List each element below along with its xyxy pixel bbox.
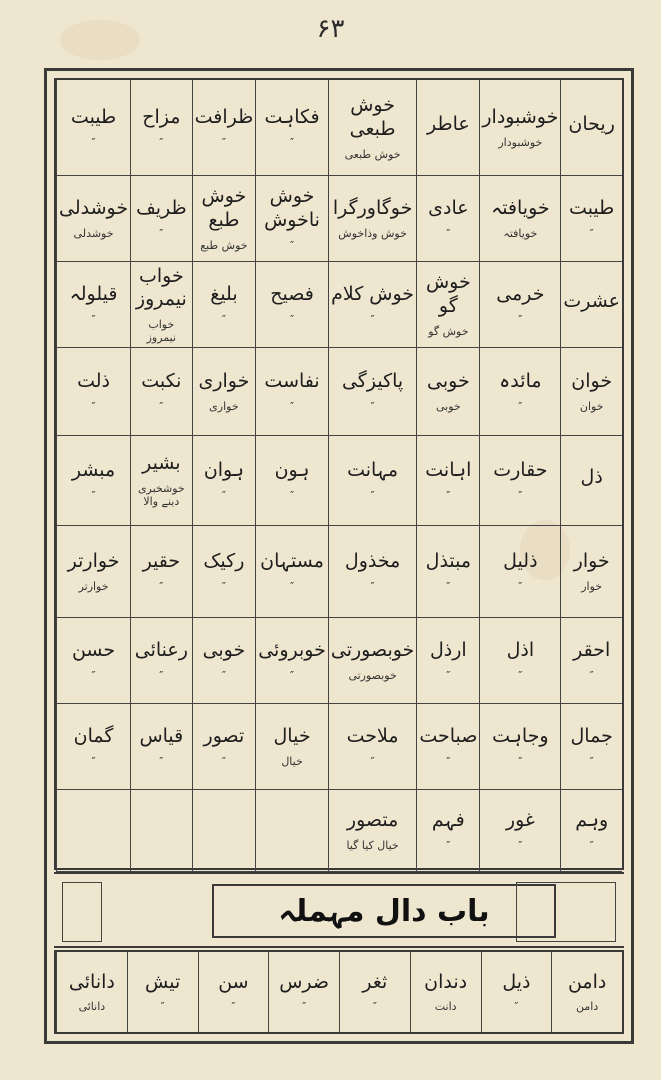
table-cell — [339, 952, 410, 1032]
cell-word: متصور — [346, 809, 399, 832]
table-cell — [255, 618, 328, 704]
table-cell — [416, 262, 479, 348]
cell-word: حقیر — [142, 550, 181, 573]
cell-word: مبشر — [71, 459, 116, 482]
table-cell — [130, 176, 192, 262]
cell-gloss: ″ — [589, 754, 594, 768]
table-cell — [328, 790, 416, 872]
table-cell — [255, 790, 328, 872]
cell-word: فکاہت — [264, 106, 320, 129]
table-cell — [130, 526, 192, 618]
cell-gloss: ″ — [446, 754, 451, 768]
cell-gloss: ″ — [518, 754, 523, 768]
cell-gloss: ″ — [289, 668, 295, 682]
cell-gloss: ″ — [289, 488, 295, 502]
cell-word: دامن — [567, 970, 607, 993]
table-cell — [328, 80, 416, 176]
cell-word: ثغر — [362, 970, 388, 993]
cell-word: خوشدلی — [59, 197, 129, 220]
band-box-left — [62, 882, 102, 942]
table-cell — [192, 262, 256, 348]
cell-gloss: خوان — [579, 399, 604, 413]
table-cell — [56, 704, 130, 790]
cell-gloss: ″ — [91, 754, 96, 768]
cell-word: خوشبودار — [482, 106, 559, 129]
table-cell — [560, 436, 622, 526]
cell-word: احقر — [573, 639, 611, 662]
cell-word: جمال — [570, 725, 613, 748]
cell-gloss: ″ — [289, 579, 295, 593]
cell-gloss: ″ — [159, 226, 164, 240]
table-cell — [416, 176, 479, 262]
cell-gloss: ″ — [370, 579, 375, 593]
table-cell — [130, 348, 192, 436]
cell-word: خوبروئی — [258, 639, 326, 662]
table-cell — [560, 80, 622, 176]
table-cell — [416, 436, 479, 526]
cell-word: رکیک — [203, 550, 245, 573]
cell-word: دانائی — [68, 970, 115, 993]
cell-word: خوان — [571, 370, 613, 393]
cell-gloss: خوش طبع — [200, 238, 248, 252]
cell-gloss: ″ — [446, 488, 451, 502]
table-cell — [551, 952, 622, 1032]
cell-word: ذلت — [77, 370, 111, 393]
cell-word: خوش طبع — [201, 185, 247, 231]
table-cell — [56, 952, 127, 1032]
cell-word: مبتذل — [425, 550, 472, 573]
table-cell — [328, 526, 416, 618]
table-cell — [130, 80, 192, 176]
cell-gloss: خوبی — [435, 399, 461, 413]
cell-gloss: ″ — [370, 754, 375, 768]
table-cell — [479, 704, 560, 790]
cell-gloss: ″ — [518, 668, 523, 682]
cell-word: ضرس — [279, 970, 330, 993]
cell-gloss: ″ — [231, 1000, 236, 1014]
cell-gloss: ″ — [589, 226, 594, 240]
table-cell — [416, 790, 479, 872]
cell-gloss: ″ — [289, 135, 295, 149]
table-cell — [328, 262, 416, 348]
cell-word: ہون — [274, 459, 310, 482]
cell-gloss: ″ — [221, 488, 226, 502]
dictionary-table — [54, 78, 624, 870]
table-cell — [130, 790, 192, 872]
page-number: ۶۳ — [316, 14, 345, 44]
cell-word: خیال — [273, 725, 311, 748]
cell-word: خوبصورتی — [330, 639, 415, 662]
table-cell — [560, 526, 622, 618]
cell-gloss: ″ — [446, 838, 451, 852]
table-cell — [192, 790, 256, 872]
cell-word: خوش ناخوش — [264, 185, 320, 231]
cell-gloss: خوار — [581, 579, 603, 593]
table-cell — [130, 262, 192, 348]
cell-word: رعنائی — [134, 639, 188, 662]
cell-word: مزاح — [142, 106, 181, 129]
cell-word: فصیح — [270, 283, 314, 306]
cell-word: پاکیزگی — [341, 370, 404, 393]
cell-gloss: ″ — [289, 399, 295, 413]
table-cell — [560, 348, 622, 436]
cell-word: وہم — [575, 809, 609, 832]
cell-gloss: ″ — [518, 579, 523, 593]
table-cell — [56, 790, 130, 872]
table-cell — [479, 348, 560, 436]
table-cell — [56, 526, 130, 618]
table-cell — [416, 526, 479, 618]
cell-word: مائدہ — [499, 370, 542, 393]
cell-word: خوبی — [202, 639, 246, 662]
cell-word: ظرافت — [194, 106, 254, 129]
cell-gloss: ″ — [221, 312, 226, 326]
table-cell — [479, 80, 560, 176]
cell-word: غور — [505, 809, 535, 832]
table-cell — [268, 952, 339, 1032]
cell-word: بشیر — [142, 452, 181, 475]
table-cell — [192, 176, 256, 262]
cell-word: بلیغ — [210, 283, 238, 306]
cell-gloss: خواب نیمروز — [146, 318, 177, 345]
cell-gloss: خویافتہ — [503, 226, 538, 240]
table-cell — [560, 262, 622, 348]
cell-gloss: ″ — [221, 579, 226, 593]
cell-word: ارذل — [429, 639, 467, 662]
cell-gloss: ″ — [370, 312, 375, 326]
cell-word: خواب نیمروز — [135, 264, 187, 311]
cell-word: اہانت — [425, 459, 472, 482]
cell-gloss: ″ — [518, 838, 523, 852]
table-cell — [192, 704, 256, 790]
cell-gloss: ″ — [302, 1000, 307, 1014]
table-cell — [127, 952, 198, 1032]
table-cell — [255, 704, 328, 790]
table-cell — [479, 790, 560, 872]
table-cell — [479, 262, 560, 348]
table-cell — [56, 348, 130, 436]
table-cell — [192, 618, 256, 704]
table-cell — [328, 348, 416, 436]
cell-gloss: خوشبودار — [498, 135, 543, 149]
cell-gloss: خیال — [281, 754, 303, 768]
table-cell — [328, 176, 416, 262]
cell-word: قیلولہ — [69, 283, 118, 306]
cell-word: خوش گو — [425, 271, 471, 317]
cell-word: مہانت — [347, 459, 399, 482]
table-cell — [130, 704, 192, 790]
table-cell — [416, 348, 479, 436]
table-cell — [198, 952, 269, 1032]
cell-gloss: ″ — [221, 754, 226, 768]
table-cell — [56, 262, 130, 348]
cell-word: اذل — [506, 639, 535, 662]
table-cell — [479, 618, 560, 704]
cell-gloss: ″ — [159, 135, 164, 149]
cell-word: دندان — [424, 970, 468, 993]
table-cell — [56, 618, 130, 704]
cell-word: خوبی — [427, 370, 470, 393]
cell-gloss: خوشخبری دینے والا — [137, 482, 185, 509]
table-cell — [410, 952, 481, 1032]
cell-word: فہم — [431, 809, 465, 832]
cell-gloss: ″ — [159, 668, 164, 682]
cell-gloss: ″ — [289, 238, 295, 252]
cell-gloss: خیال کیا گیا — [346, 838, 399, 852]
cell-word: عادی — [428, 197, 469, 220]
table-cell — [192, 348, 256, 436]
table-cell — [255, 436, 328, 526]
cell-word: خوگاورگرا — [332, 197, 413, 220]
cell-word: صباحت — [419, 725, 478, 748]
cell-word: ریحان — [568, 112, 615, 135]
table-cell — [328, 618, 416, 704]
cell-gloss: ″ — [221, 135, 226, 149]
cell-word: ذل — [580, 465, 603, 488]
cell-gloss: ″ — [160, 1000, 165, 1014]
table-cell — [328, 436, 416, 526]
cell-gloss: ″ — [91, 399, 96, 413]
cell-gloss: ″ — [159, 579, 164, 593]
cell-word: خوش طبعی — [349, 94, 396, 140]
table-cell — [56, 80, 130, 176]
cell-gloss: ″ — [514, 1000, 519, 1014]
cell-gloss: ″ — [370, 488, 375, 502]
table-cell — [481, 952, 552, 1032]
cell-gloss: دامن — [576, 1000, 599, 1014]
table-cell — [416, 618, 479, 704]
cell-word: خویافتہ — [491, 197, 550, 220]
table-cell — [255, 348, 328, 436]
cell-gloss: ″ — [518, 488, 523, 502]
cell-word: ظریف — [136, 197, 187, 220]
bottom-table-row — [54, 950, 624, 1034]
cell-word: خوش کلام — [331, 283, 415, 306]
table-cell — [328, 704, 416, 790]
table-cell — [479, 436, 560, 526]
cell-word: نکبت — [141, 370, 182, 393]
cell-word: طیبت — [70, 106, 117, 129]
cell-word: حقارت — [493, 459, 548, 482]
cell-word: نفاست — [264, 370, 320, 393]
cell-gloss: ″ — [446, 579, 451, 593]
cell-word: خواری — [198, 370, 250, 393]
cell-gloss: ″ — [589, 838, 594, 852]
band-box-right — [516, 882, 616, 942]
cell-word: ذیل — [502, 970, 531, 993]
table-cell — [560, 618, 622, 704]
cell-gloss: ″ — [446, 668, 451, 682]
cell-word: قیاس — [139, 725, 184, 748]
cell-gloss: ″ — [518, 399, 523, 413]
table-cell — [130, 618, 192, 704]
cell-gloss: ″ — [91, 488, 96, 502]
cell-gloss: ″ — [372, 1000, 377, 1014]
cell-gloss: خوبصورتی — [348, 668, 397, 682]
cell-gloss: ″ — [159, 399, 164, 413]
cell-gloss: ″ — [589, 668, 594, 682]
cell-gloss: دانائی — [78, 1000, 106, 1014]
cell-gloss: خوش وذاخوش — [338, 226, 407, 240]
cell-word: مخذول — [344, 550, 401, 573]
table-cell — [255, 526, 328, 618]
table-cell — [192, 80, 256, 176]
cell-gloss: ″ — [221, 668, 226, 682]
cell-word: خرمی — [496, 283, 545, 306]
table-cell — [255, 80, 328, 176]
cell-word: ملاحت — [346, 725, 399, 748]
table-cell — [56, 176, 130, 262]
cell-word: ہوان — [203, 459, 244, 482]
table-cell — [255, 176, 328, 262]
cell-word: حسن — [71, 639, 116, 662]
cell-gloss: ″ — [518, 312, 523, 326]
table-cell — [192, 436, 256, 526]
table-cell — [130, 436, 192, 526]
cell-gloss: ″ — [370, 399, 375, 413]
cell-gloss: ″ — [91, 312, 96, 326]
cell-word: ذلیل — [503, 550, 538, 573]
cell-gloss: خوارتر — [78, 579, 109, 593]
table-cell — [255, 262, 328, 348]
section-title: باب دال مہملہ — [212, 884, 556, 938]
cell-word: عاطر — [426, 112, 470, 135]
table-cell — [416, 704, 479, 790]
cell-word: خوار — [573, 550, 610, 573]
cell-gloss: ″ — [91, 135, 96, 149]
cell-word: طیبت — [569, 197, 615, 220]
cell-word: گمان — [73, 725, 114, 748]
cell-word: تصور — [203, 725, 245, 748]
cell-gloss: ″ — [446, 226, 451, 240]
table-cell — [560, 790, 622, 872]
cell-gloss: خوشدلی — [73, 226, 114, 240]
table-cell — [479, 176, 560, 262]
table-cell — [479, 526, 560, 618]
cell-word: عشرت — [563, 289, 620, 312]
cell-gloss: دانت — [434, 1000, 457, 1014]
cell-gloss: ″ — [159, 754, 164, 768]
cell-word: خوارتر — [67, 550, 120, 573]
cell-word: مستہان — [260, 550, 324, 573]
cell-gloss: ″ — [91, 668, 96, 682]
section-header-band — [54, 872, 624, 948]
cell-word: سن — [218, 970, 249, 993]
table-cell — [192, 526, 256, 618]
cell-word: وجاہت — [492, 725, 549, 748]
cell-gloss: خواری — [209, 399, 239, 413]
cell-gloss: خوش گو — [428, 324, 469, 338]
cell-gloss: خوش طبعی — [344, 147, 401, 161]
cell-gloss: ″ — [289, 312, 295, 326]
table-cell — [560, 704, 622, 790]
cell-word: تیش — [145, 970, 181, 993]
table-cell — [560, 176, 622, 262]
table-cell — [56, 436, 130, 526]
table-cell — [416, 80, 479, 176]
